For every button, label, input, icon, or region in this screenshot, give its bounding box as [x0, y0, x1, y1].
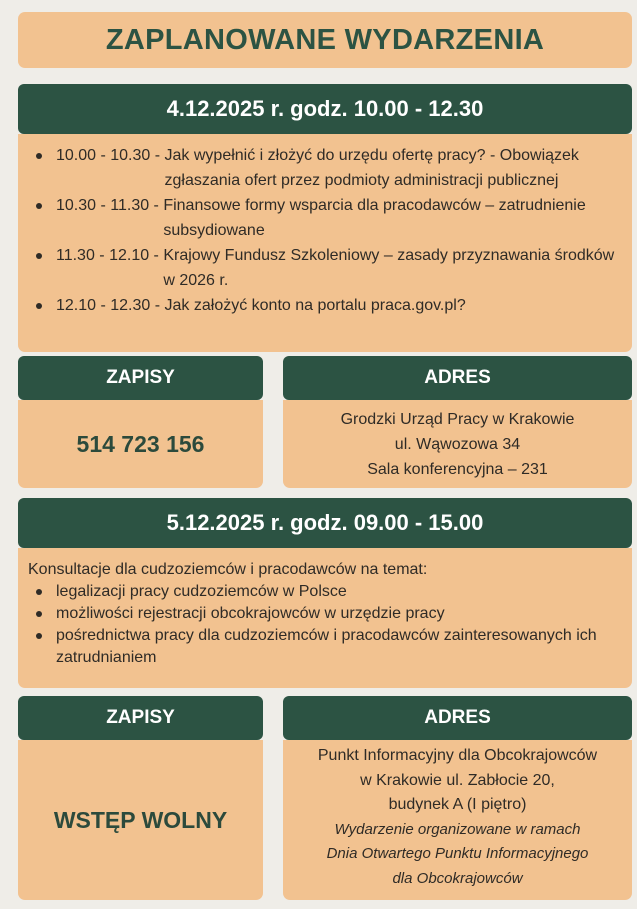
address-line: budynek A (I piętro): [388, 796, 527, 813]
event2-address-panel: [283, 740, 632, 900]
event2-date-header: 5.12.2025 r. godz. 09.00 - 15.00: [18, 498, 632, 548]
event1-date-header: 4.12.2025 r. godz. 10.00 - 12.30: [18, 84, 632, 134]
address-line: Punkt Informacyjny dla Obcokrajowców: [317, 747, 598, 764]
address-line: ul. Wąwozowa 34: [394, 436, 521, 453]
agenda-item-topic: Finansowe formy wsparcia dla pracodawców – zatrudnienie subsydiowane: [163, 197, 586, 239]
event2-registration-header: ZAPISY: [18, 696, 263, 740]
agenda-item-time: 12.10 - 12.30: [56, 297, 151, 314]
free-entry-label: WSTĘP WOLNY: [53, 806, 228, 833]
event1-agenda-panel: [18, 134, 632, 352]
agenda-item: 11.30 - 12.10 - Krajowy Fundusz Szkoleniowy – zasady przyznawania środków w 2026 r.: [34, 243, 624, 293]
event-note-line: Wydarzenie organizowane w ramach: [334, 820, 581, 838]
event1-registration-panel: [18, 400, 263, 488]
event2-agenda-panel: [18, 548, 632, 688]
event-note-line: dla Obcokrajowców: [392, 869, 523, 887]
agenda-item-topic: Jak wypełnić i złożyć do urzędu ofertę pracy? - Obowiązek zgłaszania ofert przez podmioty administracji publicznej: [164, 147, 579, 189]
agenda-item: 12.10 - 12.30 - Jak założyć konto na portalu praca.gov.pl?: [34, 293, 624, 318]
address-line: w Krakowie ul. Zabłocie 20,: [360, 771, 555, 789]
event-note-line: Dnia Otwartego Punktu Informacyjnego: [326, 845, 589, 862]
event1-registration-header: ZAPISY: [18, 356, 263, 400]
agenda-item-topic: Jak założyć konto na portalu praca.gov.pl?: [164, 297, 466, 314]
event2-registration-panel: [18, 740, 263, 900]
agenda-item-time: 11.30 - 12.10: [56, 247, 150, 264]
topic-item: legalizacji pracy cudzoziemców w Polsce: [34, 581, 622, 603]
event1-agenda-list: [34, 143, 624, 318]
agenda-item: 10.30 - 11.30 - Finansowe formy wsparcia dla pracodawców – zatrudnienie subsydiowane: [34, 193, 624, 243]
address-line: Grodzki Urząd Pracy w Krakowie: [340, 411, 575, 428]
event1-address-header: ADRES: [283, 356, 632, 400]
title-banner: [18, 12, 632, 68]
registration-phone-number[interactable]: 514 723 156: [76, 430, 205, 457]
event2-intro: Konsultacje dla cudzoziemców i pracodawców na temat:: [28, 561, 428, 578]
agenda-item: 10.00 - 10.30 - Jak wypełnić i złożyć do urzędu ofertę pracy? - Obowiązek zgłaszania ofert przez podmioty administracji publicznej: [34, 143, 624, 193]
event1-address-panel: [283, 400, 632, 488]
topic-item: pośrednictwa pracy dla cudzoziemców i pracodawców zainteresowanych ich zatrudnianiem: [34, 625, 622, 669]
agenda-item-time: 10.00 - 10.30: [56, 147, 151, 164]
address-line: Sala konferencyjna – 231: [367, 461, 548, 478]
event2-topic-list: [34, 581, 622, 669]
agenda-item-time: 10.30 - 11.30: [56, 197, 150, 214]
agenda-item-topic: Krajowy Fundusz Szkoleniowy – zasady przyznawania środków w 2026 r.: [163, 247, 615, 289]
page-title: ZAPLANOWANE WYDARZENIA: [105, 23, 545, 56]
event2-address-header: ADRES: [283, 696, 632, 740]
topic-item: możliwości rejestracji obcokrajowców w urzędzie pracy: [34, 603, 622, 625]
